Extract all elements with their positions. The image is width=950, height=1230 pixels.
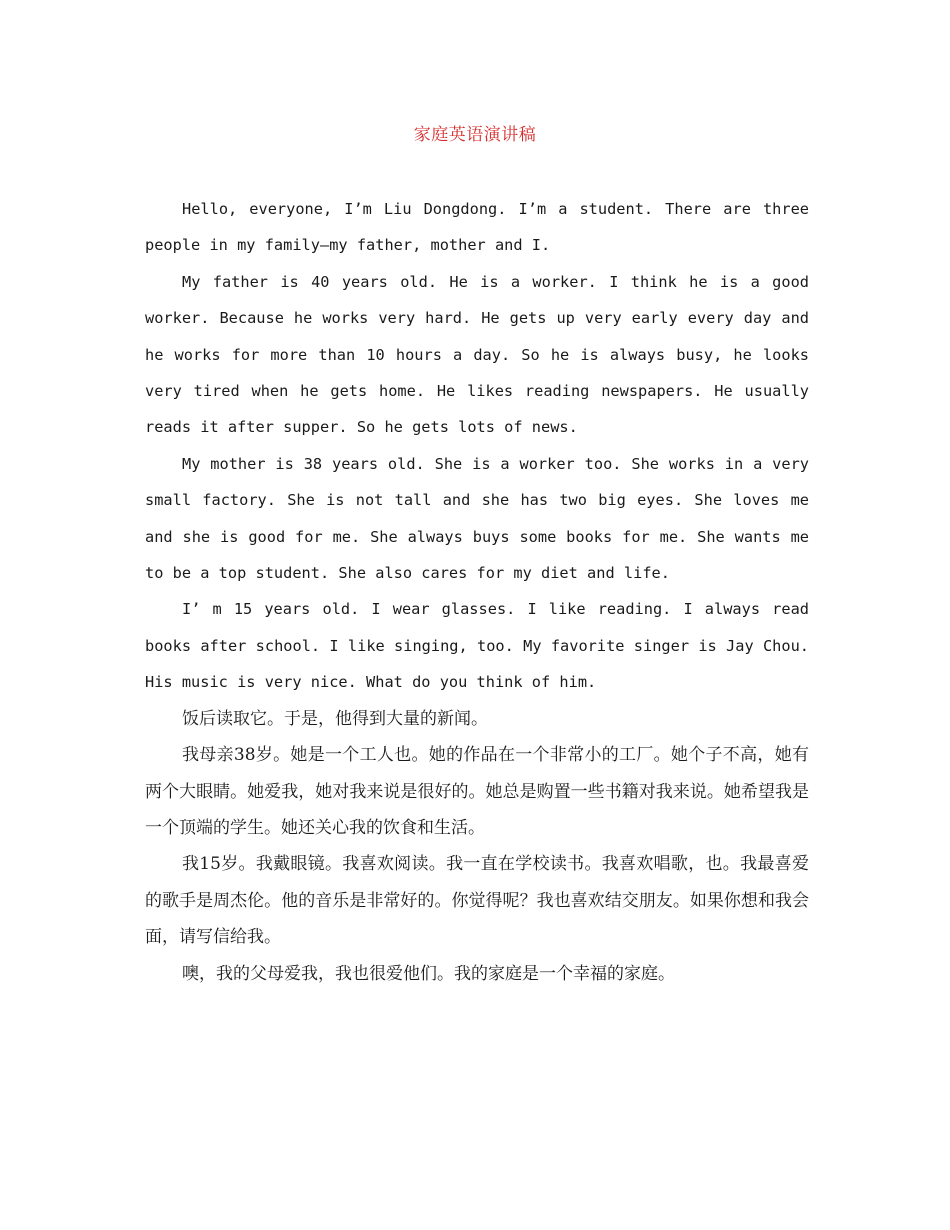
paragraph-chinese-closing: 噢，我的父母爱我，我也很爱他们。我的家庭是一个幸福的家庭。 <box>182 963 675 984</box>
document-title: 家庭英语演讲稿 <box>413 125 537 145</box>
paragraph-mother: My mother is 38 years old. She is a worker too. She works in a very small factory. She is not tall and she has two big eyes. She loves me and she is good for me. She always buys some books for me. She wants me to be a top student. She also cares for my diet and life. <box>145 454 809 583</box>
paragraph-chinese-news: 饭后读取它。于是，他得到大量的新闻。 <box>182 708 488 729</box>
paragraph-self: I’ m 15 years old. I wear glasses. I like reading. I always read books after school. I like singing, too. My favorite singer is Jay Chou. His music is very nice. What do you think of him. <box>145 600 809 692</box>
paragraph-chinese-self: 我15岁。我戴眼镜。我喜欢阅读。我一直在学校读书。我喜欢唱歌，也。我最喜爱的歌手是周杰伦。他的音乐是非常好的。你觉得呢？我也喜欢结交朋友。如果你想和我会面，请写信给我。 <box>145 854 809 948</box>
document-body <box>145 191 809 992</box>
paragraph-father: My father is 40 years old. He is a worker. I think he is a good worker. Because he works very hard. He gets up very early every day and he works for more than 10 hours a day. So he is always busy, he looks very tired when he gets home. He likes reading newspapers. He usually reads it after supper. So he gets lots of news. <box>145 272 809 437</box>
paragraph-introduction: Hello, everyone, I’m Liu Dongdong. I’m a student. There are three people in my family—my father, mother and I. <box>145 200 809 255</box>
paragraph-chinese-mother: 我母亲38岁。她是一个工人也。她的作品在一个非常小的工厂。她个子不高，她有两个大眼睛。她爱我，她对我来说是很好的。她总是购置一些书籍对我来说。她希望我是一个顶端的学生。她还关心我的饮食和生活。 <box>145 745 809 838</box>
